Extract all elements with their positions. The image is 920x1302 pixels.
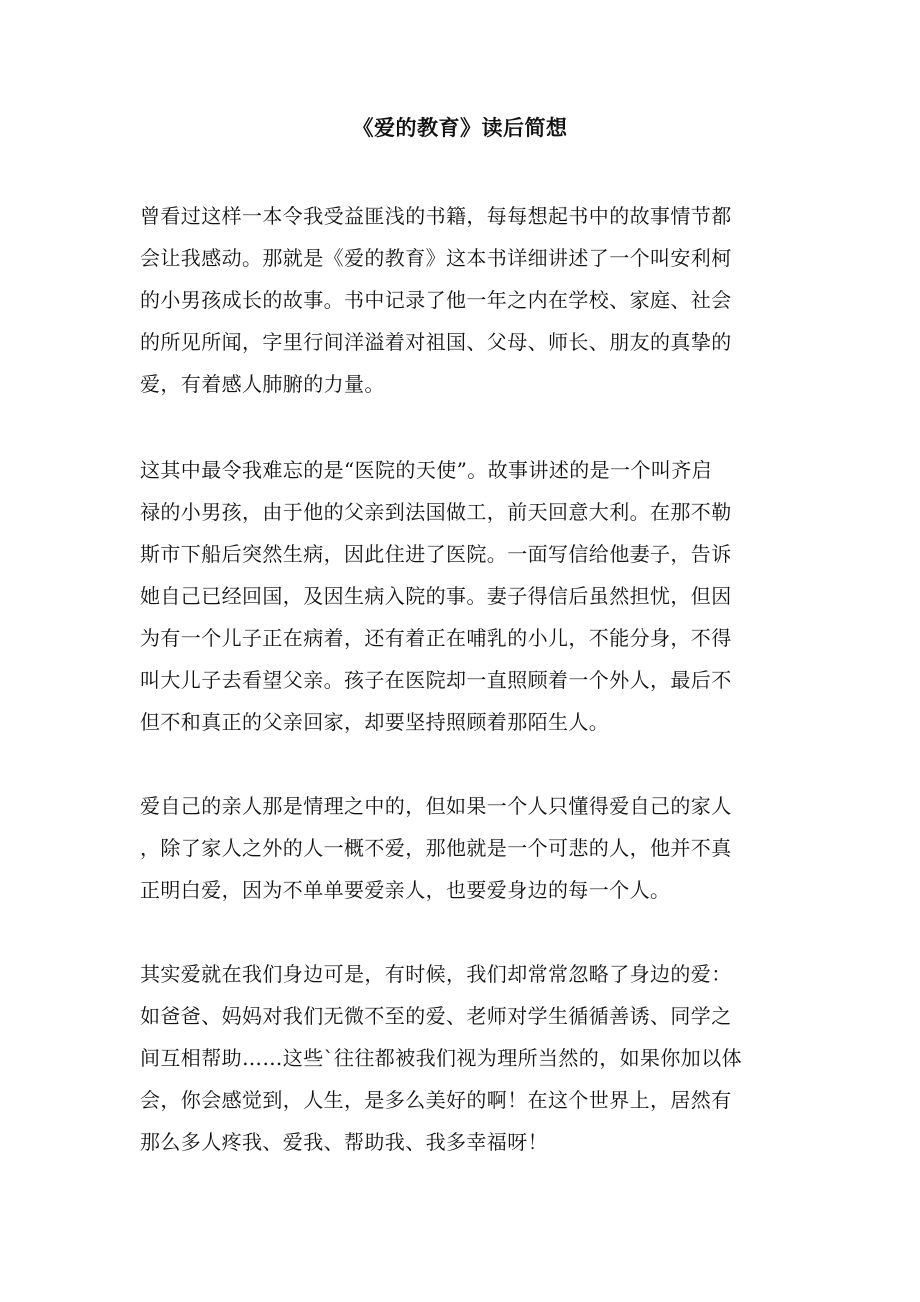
paragraph-line: 那么多人疼我、爱我、帮助我、我多幸福呀！ (140, 1130, 548, 1154)
paragraph-line: 正明白爱，因为不单单要爱亲人，也要爱身边的每一个人。 (140, 878, 671, 902)
paragraph-line: 如爸爸、妈妈对我们无微不至的爱、老师对学生循循善诱、同学之 (140, 1004, 732, 1028)
paragraph-line: 禄的小男孩，由于他的父亲到法国做工，前天回意大利。在那不勒 (140, 500, 732, 524)
paragraph-line: 会，你会感觉到，人生，是多么美好的啊！在这个世界上，居然有 (140, 1088, 732, 1112)
paragraph-2 (140, 449, 780, 743)
paragraph-line: 但不和真正的父亲回家，却要坚持照顾着那陌生人。 (140, 710, 610, 734)
paragraph-line: 的所见所闻，字里行间洋溢着对祖国、父母、师长、朋友的真挚的 (140, 330, 732, 354)
paragraph-line: 爱，有着感人肺腑的力量。 (140, 372, 385, 396)
paragraph-line: 她自己已经回国，及因生病入院的事。妻子得信后虽然担忧，但因 (140, 584, 732, 608)
paragraph-line: 叫大儿子去看望父亲。孩子在医院却一直照顾着一个外人，最后不 (140, 668, 732, 692)
paragraph-4 (140, 953, 780, 1163)
paragraph-line: ，除了家人之外的人一概不爱，那他就是一个可悲的人，他并不真 (140, 836, 732, 860)
paragraph-3 (140, 785, 780, 911)
paragraph-line: 曾看过这样一本令我受益匪浅的书籍，每每想起书中的故事情节都 (140, 204, 732, 228)
paragraph-line: 爱自己的亲人那是情理之中的，但如果一个人只懂得爱自己的家人 (140, 794, 732, 818)
paragraph-line: 的小男孩成长的故事。书中记录了他一年之内在学校、家庭、社会 (140, 288, 732, 312)
paragraph-line: 间互相帮助……这些`往往都被我们视为理所当然的，如果你加以体 (140, 1046, 742, 1070)
paragraph-1 (140, 195, 780, 405)
paragraph-line: 会让我感动。那就是《爱的教育》这本书详细讲述了一个叫安利柯 (140, 246, 732, 270)
paragraph-line: 斯市下船后突然生病，因此住进了医院。一面写信给他妻子，告诉 (140, 542, 732, 566)
paragraph-line: 其实爱就在我们身边可是，有时候，我们却常常忽略了身边的爱： (140, 962, 732, 986)
paragraph-line: 为有一个儿子正在病着，还有着正在哺乳的小儿，不能分身，不得 (140, 626, 732, 650)
document-title: 《爱的教育》读后简想 (352, 115, 568, 140)
paragraph-line: 这其中最令我难忘的是“医院的天使”。故事讲述的是一个叫齐启 (140, 458, 713, 482)
